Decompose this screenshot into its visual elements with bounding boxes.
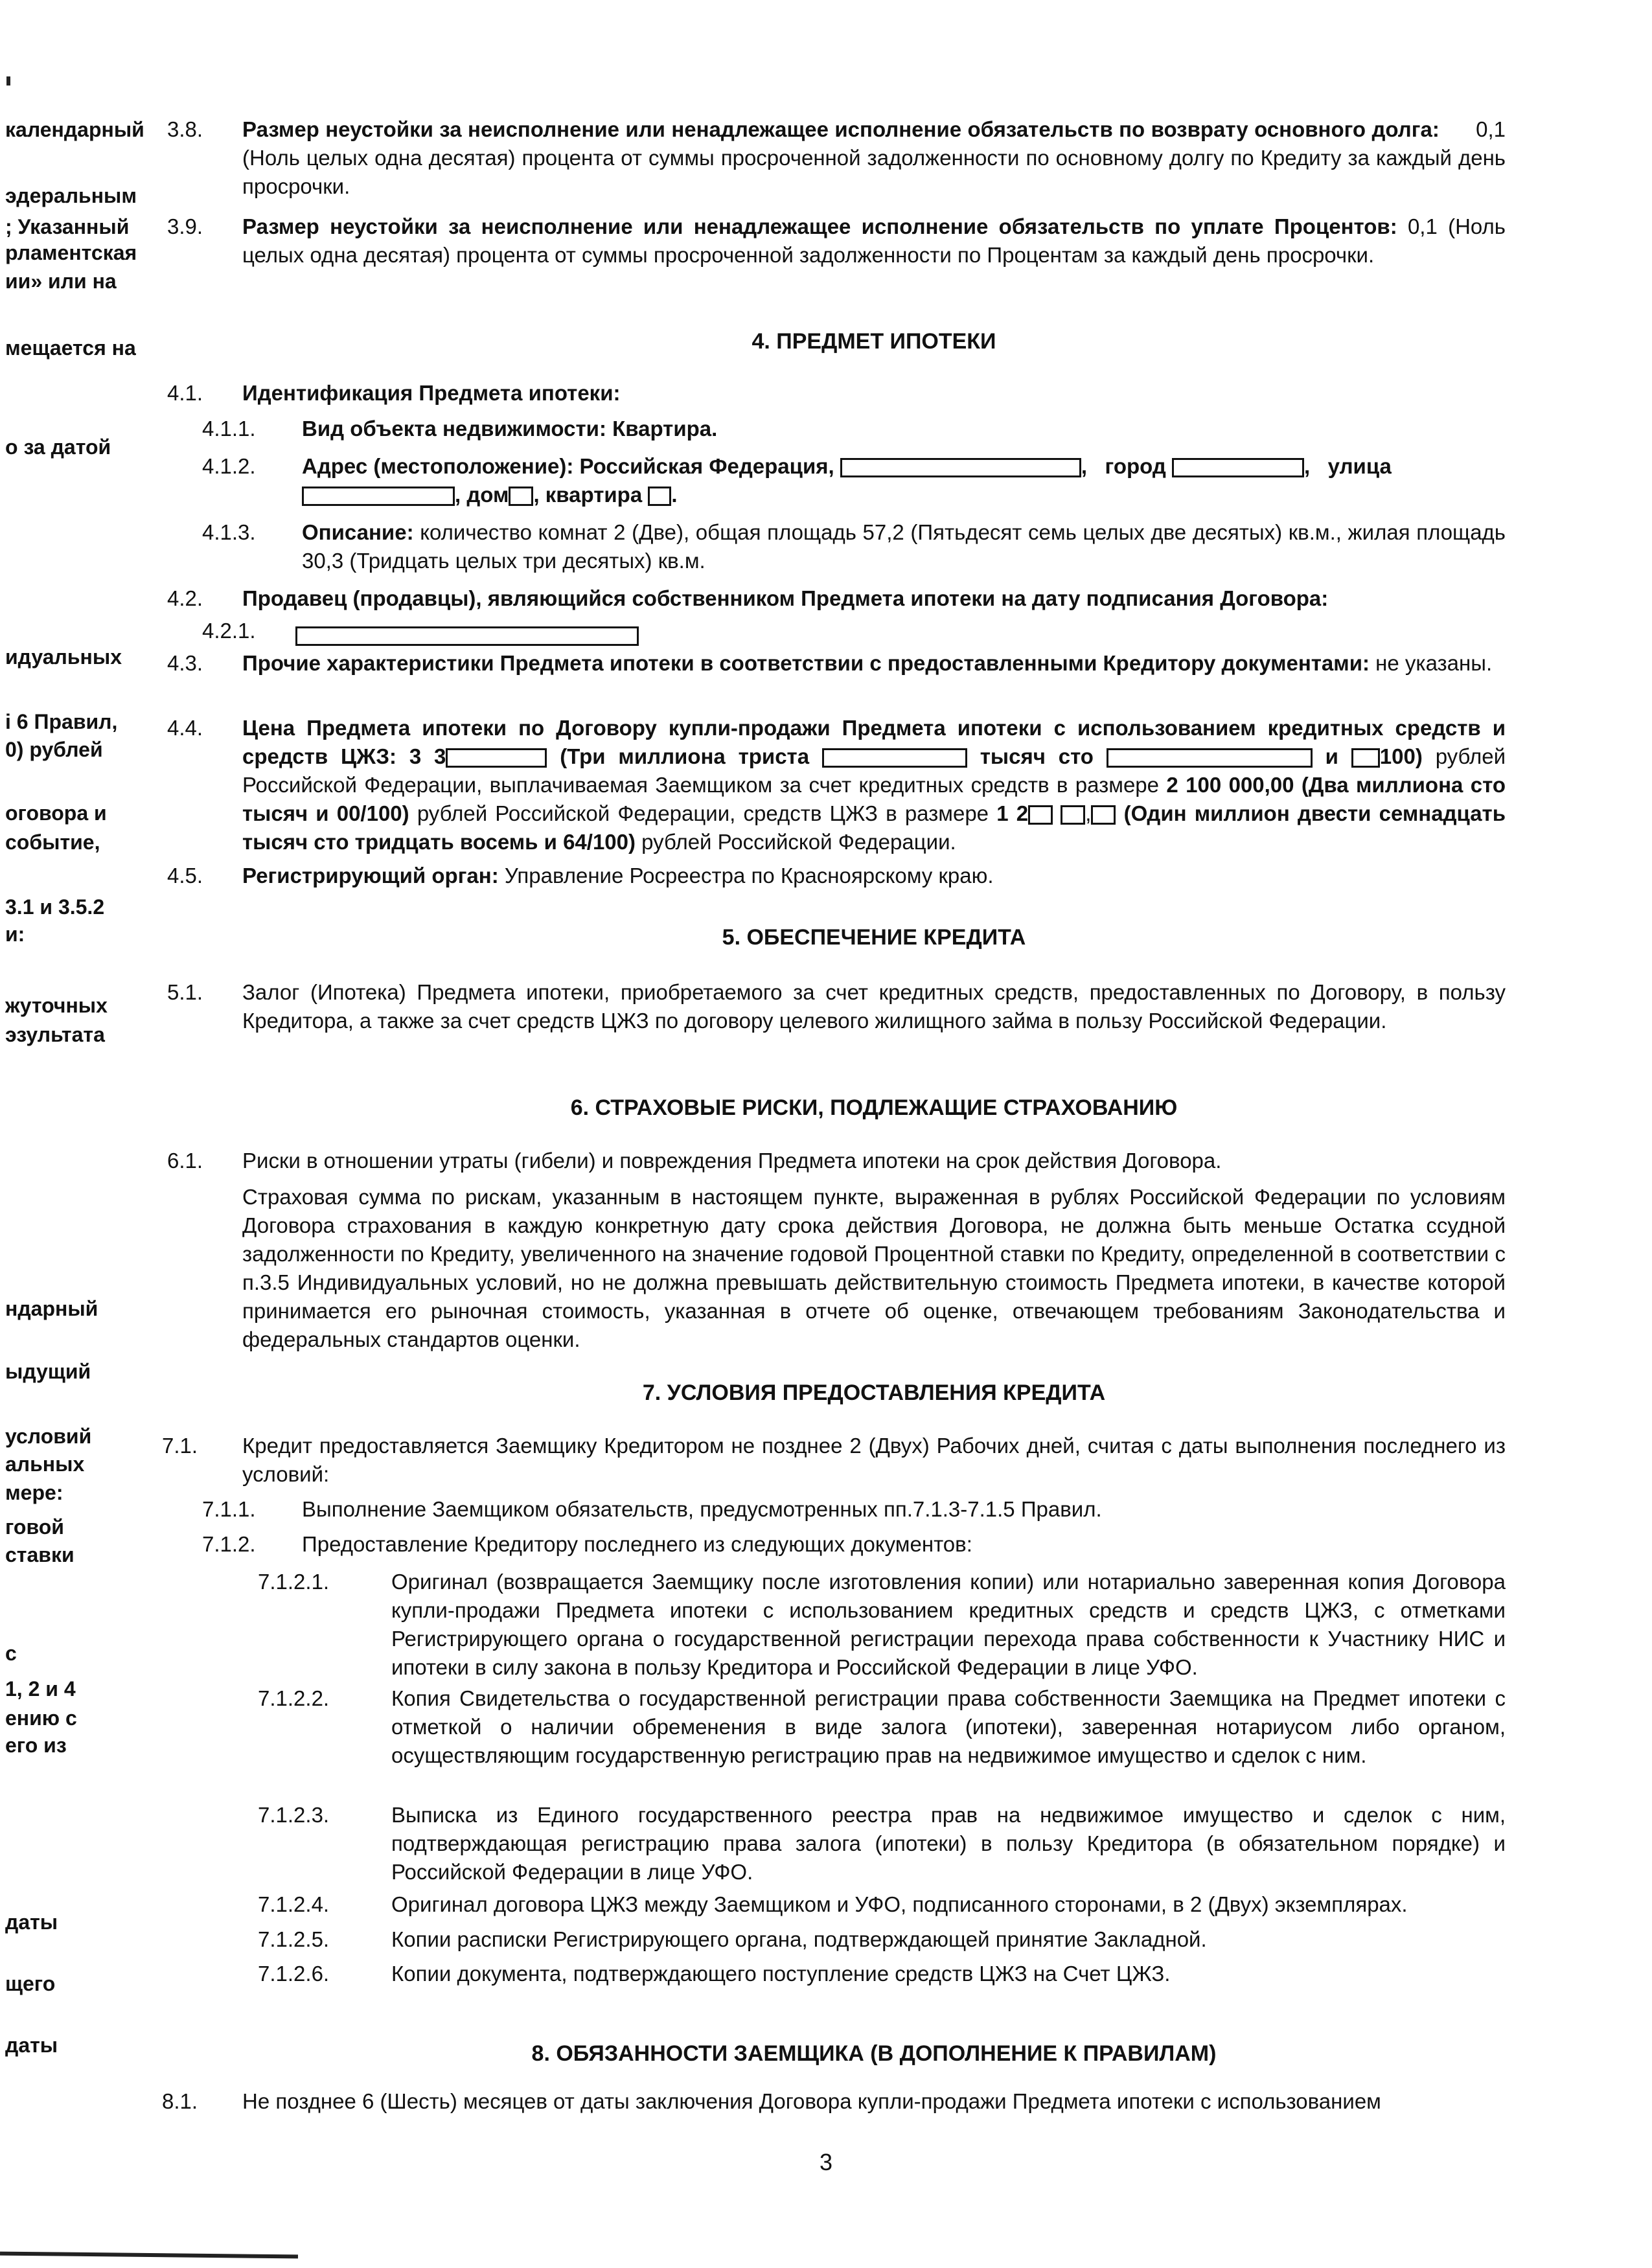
clause-4-1-2: Адрес (местоположение): Российская Федерация, , город , улица xyxy=(302,454,1392,478)
czhz-words: (Один миллион двести семнадцать тысяч сто тридцать восемь и 64/100) xyxy=(242,801,1506,854)
czhz-field xyxy=(1028,805,1053,825)
clause-4-1: Идентификация Предмета ипотеки: xyxy=(242,381,621,405)
clause-number: 6.1. xyxy=(167,1149,203,1173)
czhz-field xyxy=(1061,805,1085,825)
margin-text: ии» или на xyxy=(5,269,117,293)
credit-amount: 2 100 000,00 (Два миллиона сто тысяч и 00/100) xyxy=(242,773,1506,825)
margin-text: событие, xyxy=(5,830,100,854)
street-field xyxy=(302,487,455,506)
clause-title: Регистрирующий орган: xyxy=(242,864,499,888)
document-item: Оригинал (возвращается Заемщику после изготовления копии) или нотариально заверенная копия Договора купли-продажи Предмета ипотеки с использованием кредитных средств и средств ЦЖЗ, с отметками Регистрирующего органа о государственной регистрации перехода права собственности к Участнику НИС и ипотеки в силу закона в пользу Кредитора и Российской Федерации в лице УФО. xyxy=(391,1570,1506,1679)
margin-text: условий xyxy=(5,1425,92,1448)
document-item: Копии документа, подтверждающего поступление средств ЦЖЗ на Счет ЦЖЗ. xyxy=(391,1962,1171,1986)
document-item: Выписка из Единого государственного реестра прав на недвижимое имущество и сделок с ним, подтверждающая регистрацию права залога (ипотеки) в пользу Кредитора (в обязательном порядке) и Российской Федерации в лице УФО. xyxy=(391,1803,1506,1884)
margin-text: идуальных xyxy=(5,645,122,669)
clause-text: 0,1 (Ноль целых одна десятая) процента от суммы просроченной задолженности по основному долгу по Кредиту за каждый день просрочки. xyxy=(242,117,1506,198)
margin-text: о за датой xyxy=(5,435,111,459)
scan-mark xyxy=(6,76,10,86)
clause-number: 4.2.1. xyxy=(202,619,256,643)
clause-6-1: Риски в отношении утраты (гибели) и повреждения Предмета ипотеки на срок действия Договора. xyxy=(242,1149,1222,1173)
margin-text: ставки xyxy=(5,1543,75,1566)
price-field xyxy=(446,748,547,768)
czhz-amount: 1 2 xyxy=(996,801,1029,825)
clause-number: 4.1.1. xyxy=(202,417,256,441)
section-heading: 7. УСЛОВИЯ ПРЕДОСТАВЛЕНИЯ КРЕДИТА xyxy=(642,1380,1106,1405)
clause-number: 4.1.3. xyxy=(202,520,256,544)
price-kopeks: 100) xyxy=(1379,744,1423,768)
margin-text: щего xyxy=(5,1972,56,1995)
clause-7-1-2: Предоставление Кредитору последнего из следующих документов: xyxy=(302,1532,972,1556)
margin-text: ению с xyxy=(5,1706,77,1730)
clause-number: 7.1.2. xyxy=(202,1532,256,1556)
clause-number: 8.1. xyxy=(162,2089,198,2113)
margin-text: оговора и xyxy=(5,801,107,825)
margin-text: 0) рублей xyxy=(5,738,103,761)
section-heading: 4. ПРЕДМЕТ ИПОТЕКИ xyxy=(751,329,996,354)
margin-text: эзультата xyxy=(5,1023,105,1046)
clause-title: Размер неустойки за неисполнение или ненадлежащее исполнение обязательств по уплате Процентов: xyxy=(242,214,1397,238)
clause-number: 7.1.2.2. xyxy=(258,1686,330,1710)
section-heading: 6. СТРАХОВЫЕ РИСКИ, ПОДЛЕЖАЩИЕ СТРАХОВАНИЮ xyxy=(570,1095,1178,1120)
price-words: и xyxy=(1325,744,1338,768)
margin-text: і 6 Правил, xyxy=(5,710,118,733)
clause-3-8 xyxy=(242,115,1506,201)
margin-text: даты xyxy=(5,1910,58,1934)
clause-4-4: Цена Предмета ипотеки по Договору купли-продажи Предмета ипотеки с использованием кредитных средств и средств ЦЖЗ: 3 3 (Три миллиона триста тысяч сто и 100) рублей Российской Федерации, выплачиваемая Заемщиком за счет кредитных средств в размере 2 100 000,00 (Два миллиона сто тысяч и 00/100) рублей Российской Федерации, средств ЦЖЗ в размере 1 2 , (Один миллион двести семнадцать тысяч сто тридцать восемь и 64/100) рублей Российской Федерации. xyxy=(242,716,1506,854)
margin-text: даты xyxy=(5,2033,58,2057)
clause-number: 7.1.2.3. xyxy=(258,1803,330,1827)
clause-text: рублей Российской Федерации. xyxy=(641,830,956,854)
clause-number: 4.2. xyxy=(167,586,203,610)
margin-text: 3.1 и 3.5.2 xyxy=(5,895,105,919)
margin-text: с xyxy=(5,1642,17,1665)
clause-8-1: Не позднее 6 (Шесть) месяцев от даты заключения Договора купли-продажи Предмета ипотеки с использованием xyxy=(242,2089,1381,2113)
clause-title: Прочие характеристики Предмета ипотеки в соответствии с предоставленными Кредитору документами: xyxy=(242,651,1370,675)
clause-7-1-1: Выполнение Заемщиком обязательств, предусмотренных пп.7.1.3-7.1.5 Правил. xyxy=(302,1497,1102,1521)
clause-number: 3.9. xyxy=(167,214,203,238)
margin-text: его из xyxy=(5,1734,67,1757)
clause-number: 7.1.2.4. xyxy=(258,1892,330,1916)
clause-number: 4.4. xyxy=(167,716,203,740)
price-field xyxy=(1107,748,1313,768)
address-label: Адрес (местоположение): Российская Федерация, xyxy=(302,454,834,478)
margin-text: календарный xyxy=(5,118,144,141)
clause-number: 7.1.2.5. xyxy=(258,1927,330,1951)
price-field xyxy=(1351,748,1380,768)
street-label: улица xyxy=(1327,454,1392,478)
clause-5-1: Залог (Ипотека) Предмета ипотеки, приобретаемого за счет кредитных средств, предоставленных по Договору, в пользу Кредитора, а также за счет средств ЦЖЗ по договору целевого жилищного займа в пользу Российской Федерации. xyxy=(242,980,1506,1033)
clause-number: 3.8. xyxy=(167,117,203,141)
city-field xyxy=(1172,458,1304,477)
section-heading: 8. ОБЯЗАННОСТИ ЗАЕМЩИКА (В ДОПОЛНЕНИЕ К ПРАВИЛАМ) xyxy=(531,2041,1217,2066)
clause-number: 7.1. xyxy=(162,1434,198,1458)
margin-text: жуточных xyxy=(5,994,108,1017)
clause-number: 4.5. xyxy=(167,864,203,888)
page-number: 3 xyxy=(819,2149,833,2175)
clause-text: количество комнат 2 (Две), общая площадь 57,2 (Пятьдесят семь целых две десятых) кв.м., жилая площадь 30,3 (Тридцать целых три десятых) кв.м. xyxy=(302,520,1506,573)
clause-number: 4.3. xyxy=(167,651,203,675)
price-text: Цена Предмета ипотеки по Договору купли-продажи Предмета ипотеки с использованием кредитных средств и средств ЦЖЗ: 3 3 xyxy=(242,716,1506,768)
apartment-field xyxy=(648,487,671,506)
clause-6-1-insurance: Страховая сумма по рискам, указанным в настоящем пункте, выраженная в рублях Российской Федерации по условиям Договора страхования в каждую конкретную дату срока действия Договора, не должна быть меньше Остатка ссудной задолженности по Кредиту, увеличенного на значение годовой Процентной ставки по Кредиту, определенной в соответствии с п.3.5 Индивидуальных условий, но не должна превышать действительную стоимость Предмета ипотеки, в качестве которой принимается его рыночная стоимость, указанная в отчете об оценке, отвечающем требованиям Законодательства и федеральных стандартов оценки. xyxy=(242,1185,1506,1351)
clause-4-5 xyxy=(242,862,1506,890)
clause-text: не указаны. xyxy=(1375,651,1493,675)
price-field xyxy=(822,748,967,768)
clause-4-3 xyxy=(242,649,1506,678)
clause-number: 7.1.2.1. xyxy=(258,1570,330,1594)
clause-number: 5.1. xyxy=(167,980,203,1004)
document-item: Копия Свидетельства о государственной регистрации права собственности Заемщика на Предмет ипотеки с отметкой о наличии обременения в виде залога (ипотеки), заверенная нотариусом либо органом, осуществляющим государственную регистрацию прав на недвижимое имущество и сделок с ним. xyxy=(391,1686,1506,1767)
margin-text: говой xyxy=(5,1515,64,1539)
clause-text: рублей Российской Федерации, средств ЦЖЗ в размере xyxy=(417,801,989,825)
clause-3-9 xyxy=(242,212,1506,269)
house-field xyxy=(509,487,533,506)
house-label: дом xyxy=(466,483,509,507)
clause-4-2: Продавец (продавцы), являющийся собственником Предмета ипотеки на дату подписания Договора: xyxy=(242,586,1329,610)
scan-artifact xyxy=(0,2252,298,2259)
clause-7-1: Кредит предоставляется Заемщику Кредитором не позднее 2 (Двух) Рабочих дней, считая с даты выполнения последнего из условий: xyxy=(242,1434,1506,1486)
clause-text: Управление Росреестра по Красноярскому краю. xyxy=(504,864,994,888)
margin-text: рламентская xyxy=(5,241,137,264)
city-label: город xyxy=(1105,454,1166,478)
margin-text: ; Указанный xyxy=(5,215,130,238)
clause-4-1-2-line2: , дом , квартира . xyxy=(302,481,1506,509)
clause-text: рублей Российской Федерации, выплачиваемая Заемщиком за счет кредитных средств в размере xyxy=(242,744,1506,797)
clause-title: Описание: xyxy=(302,520,414,544)
clause-number: 4.1.2. xyxy=(202,454,256,478)
price-words: (Три миллиона триста xyxy=(560,744,810,768)
document-item: Оригинал договора ЦЖЗ между Заемщиком и УФО, подписанного сторонами, в 2 (Двух) экземплярах. xyxy=(391,1892,1408,1916)
margin-text: и: xyxy=(5,922,25,946)
price-words: тысяч сто xyxy=(980,744,1094,768)
czhz-field xyxy=(1091,805,1116,825)
margin-text: мещается на xyxy=(5,336,136,360)
clause-number: 7.1.2.6. xyxy=(258,1962,330,1986)
clause-text: 0,1 (Ноль целых одна десятая) процента от суммы просроченной задолженности по Процентам за каждый день просрочки. xyxy=(242,214,1506,267)
clause-4-1-3 xyxy=(302,518,1506,575)
seller-box xyxy=(295,626,639,646)
apartment-label: квартира xyxy=(545,483,643,507)
margin-text: ндарный xyxy=(5,1297,98,1320)
margin-text: мере: xyxy=(5,1481,63,1504)
document-item: Копии расписки Регистрирующего органа, подтверждающей принятие Закладной. xyxy=(391,1927,1207,1951)
clause-number: 7.1.1. xyxy=(202,1497,256,1521)
clause-4-1-1: Вид объекта недвижимости: Квартира. xyxy=(302,417,718,441)
margin-text: альных xyxy=(5,1452,85,1476)
region-field xyxy=(840,458,1081,477)
seller-field xyxy=(295,621,639,649)
margin-text: ыдущий xyxy=(5,1360,91,1383)
margin-text: эдеральным xyxy=(5,184,137,207)
margin-text: 1, 2 и 4 xyxy=(5,1677,76,1701)
clause-number: 4.1. xyxy=(167,381,203,405)
clause-title: Размер неустойки за неисполнение или ненадлежащее исполнение обязательств по возврату основного долга: xyxy=(242,117,1440,141)
section-heading: 5. ОБЕСПЕЧЕНИЕ КРЕДИТА xyxy=(722,925,1026,950)
